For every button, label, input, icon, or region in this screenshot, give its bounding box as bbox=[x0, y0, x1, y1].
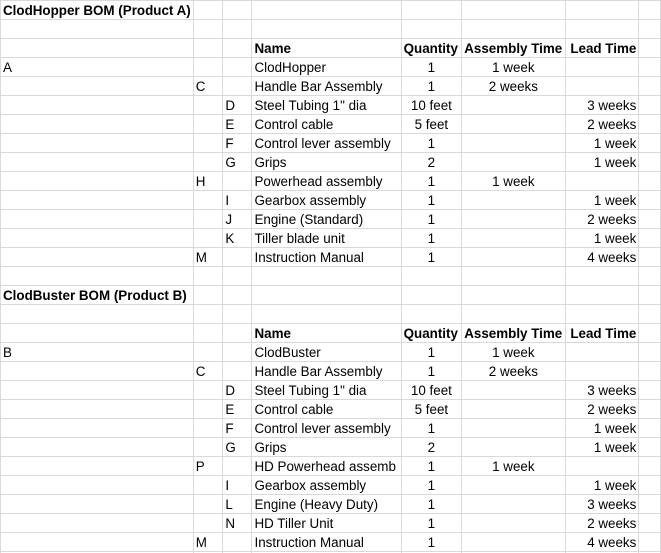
level1-code[interactable] bbox=[1, 77, 194, 96]
level1-code[interactable] bbox=[1, 153, 194, 172]
bom-row bbox=[1, 419, 661, 438]
item-quantity[interactable]: 1 bbox=[401, 172, 462, 191]
empty-cell[interactable] bbox=[252, 286, 401, 305]
empty-cell[interactable] bbox=[462, 20, 565, 39]
empty-cell[interactable] bbox=[639, 533, 661, 552]
bom-header-row bbox=[1, 39, 661, 58]
bom-row bbox=[1, 457, 661, 476]
bom-row bbox=[1, 514, 661, 533]
item-quantity[interactable]: 1 bbox=[401, 58, 462, 77]
header-lead-time[interactable]: Lead Time bbox=[565, 39, 639, 58]
level1-code[interactable] bbox=[1, 362, 194, 381]
level1-code[interactable] bbox=[1, 457, 194, 476]
bom-row bbox=[1, 134, 661, 153]
level3-code[interactable]: E bbox=[223, 115, 252, 134]
item-assembly-time[interactable] bbox=[462, 210, 565, 229]
empty-row bbox=[1, 305, 661, 324]
item-name[interactable]: Gearbox assembly bbox=[252, 476, 401, 495]
item-lead-time[interactable]: 1 week bbox=[565, 476, 639, 495]
level1-code[interactable] bbox=[1, 115, 194, 134]
empty-cell[interactable] bbox=[639, 115, 661, 134]
item-name[interactable]: Grips bbox=[252, 153, 401, 172]
item-lead-time[interactable]: 1 week bbox=[565, 229, 639, 248]
empty-cell[interactable] bbox=[639, 77, 661, 96]
header-name[interactable]: Name bbox=[252, 324, 401, 343]
empty-cell[interactable] bbox=[639, 324, 661, 343]
level3-code[interactable] bbox=[223, 343, 252, 362]
empty-cell[interactable] bbox=[223, 20, 252, 39]
item-quantity[interactable]: 1 bbox=[401, 419, 462, 438]
bom-title[interactable]: ClodHopper BOM (Product A) bbox=[1, 1, 194, 20]
item-assembly-time[interactable]: 2 weeks bbox=[462, 362, 565, 381]
level3-code[interactable]: L bbox=[223, 495, 252, 514]
empty-row bbox=[1, 267, 661, 286]
item-name[interactable]: Control cable bbox=[252, 400, 401, 419]
item-quantity[interactable]: 1 bbox=[401, 248, 462, 267]
level1-code[interactable] bbox=[1, 495, 194, 514]
item-quantity[interactable]: 1 bbox=[401, 514, 462, 533]
level1-code[interactable] bbox=[1, 134, 194, 153]
level2-code[interactable]: C bbox=[193, 77, 223, 96]
bom-row bbox=[1, 400, 661, 419]
bom-row bbox=[1, 58, 661, 77]
item-quantity[interactable]: 1 bbox=[401, 229, 462, 248]
empty-cell[interactable] bbox=[639, 400, 661, 419]
item-assembly-time[interactable] bbox=[462, 533, 565, 552]
empty-cell[interactable] bbox=[639, 1, 661, 20]
bom-row bbox=[1, 438, 661, 457]
empty-cell[interactable] bbox=[639, 419, 661, 438]
empty-cell[interactable] bbox=[223, 267, 252, 286]
item-quantity[interactable]: 1 bbox=[401, 343, 462, 362]
level1-code[interactable] bbox=[1, 248, 194, 267]
level2-code[interactable] bbox=[193, 419, 223, 438]
item-name[interactable]: Powerhead assembly bbox=[252, 172, 401, 191]
empty-cell[interactable] bbox=[639, 229, 661, 248]
item-lead-time[interactable]: 1 week bbox=[565, 419, 639, 438]
empty-cell[interactable] bbox=[639, 96, 661, 115]
level1-code[interactable] bbox=[1, 419, 194, 438]
item-assembly-time[interactable] bbox=[462, 381, 565, 400]
item-assembly-time[interactable] bbox=[462, 438, 565, 457]
item-assembly-time[interactable]: 1 week bbox=[462, 343, 565, 362]
item-quantity[interactable]: 1 bbox=[401, 134, 462, 153]
item-name[interactable]: ClodHopper bbox=[252, 58, 401, 77]
empty-cell[interactable] bbox=[565, 286, 639, 305]
level2-code[interactable] bbox=[193, 134, 223, 153]
item-lead-time[interactable] bbox=[565, 77, 639, 96]
level3-code[interactable]: N bbox=[223, 514, 252, 533]
header-name[interactable]: Name bbox=[252, 39, 401, 58]
item-lead-time[interactable]: 3 weeks bbox=[565, 381, 639, 400]
level3-code[interactable] bbox=[223, 362, 252, 381]
level1-code[interactable] bbox=[1, 438, 194, 457]
empty-cell[interactable] bbox=[401, 286, 462, 305]
item-quantity[interactable]: 1 bbox=[401, 495, 462, 514]
level2-code[interactable] bbox=[193, 229, 223, 248]
level2-code[interactable] bbox=[193, 343, 223, 362]
empty-cell[interactable] bbox=[639, 343, 661, 362]
level3-code[interactable]: D bbox=[223, 96, 252, 115]
item-lead-time[interactable] bbox=[565, 362, 639, 381]
header-lead-time[interactable]: Lead Time bbox=[565, 324, 639, 343]
level2-code[interactable] bbox=[193, 210, 223, 229]
item-quantity[interactable]: 2 bbox=[401, 153, 462, 172]
empty-cell[interactable] bbox=[462, 286, 565, 305]
item-lead-time[interactable] bbox=[565, 58, 639, 77]
empty-cell[interactable] bbox=[1, 39, 194, 58]
empty-cell[interactable] bbox=[639, 362, 661, 381]
item-name[interactable]: Control cable bbox=[252, 115, 401, 134]
empty-cell[interactable] bbox=[639, 20, 661, 39]
item-assembly-time[interactable] bbox=[462, 96, 565, 115]
empty-cell[interactable] bbox=[639, 210, 661, 229]
item-quantity[interactable]: 1 bbox=[401, 533, 462, 552]
empty-cell[interactable] bbox=[193, 1, 223, 20]
item-quantity[interactable]: 5 feet bbox=[401, 115, 462, 134]
level1-code[interactable] bbox=[1, 381, 194, 400]
item-name[interactable]: Control lever assembly bbox=[252, 419, 401, 438]
level3-code[interactable]: F bbox=[223, 419, 252, 438]
empty-cell[interactable] bbox=[223, 305, 252, 324]
empty-cell[interactable] bbox=[565, 267, 639, 286]
level2-code[interactable]: M bbox=[193, 248, 223, 267]
level1-code[interactable] bbox=[1, 400, 194, 419]
empty-cell[interactable] bbox=[565, 20, 639, 39]
empty-row bbox=[1, 20, 661, 39]
level3-code[interactable]: G bbox=[223, 438, 252, 457]
item-lead-time[interactable]: 1 week bbox=[565, 153, 639, 172]
empty-cell[interactable] bbox=[639, 286, 661, 305]
item-name[interactable]: ClodBuster bbox=[252, 343, 401, 362]
empty-cell[interactable] bbox=[462, 1, 565, 20]
bom-row bbox=[1, 343, 661, 362]
item-name[interactable]: Handle Bar Assembly bbox=[252, 362, 401, 381]
level1-code[interactable] bbox=[1, 172, 194, 191]
empty-cell[interactable] bbox=[639, 267, 661, 286]
item-lead-time[interactable] bbox=[565, 457, 639, 476]
empty-cell[interactable] bbox=[639, 153, 661, 172]
empty-cell[interactable] bbox=[252, 267, 401, 286]
level2-code[interactable]: M bbox=[193, 533, 223, 552]
level2-code[interactable] bbox=[193, 495, 223, 514]
item-assembly-time[interactable] bbox=[462, 419, 565, 438]
item-assembly-time[interactable]: 2 weeks bbox=[462, 77, 565, 96]
bom-row bbox=[1, 115, 661, 134]
item-lead-time[interactable]: 1 week bbox=[565, 438, 639, 457]
empty-cell[interactable] bbox=[639, 248, 661, 267]
level1-code[interactable] bbox=[1, 191, 194, 210]
level2-code[interactable]: H bbox=[193, 172, 223, 191]
empty-cell[interactable] bbox=[1, 305, 194, 324]
empty-cell[interactable] bbox=[565, 305, 639, 324]
item-lead-time[interactable] bbox=[565, 172, 639, 191]
empty-cell[interactable] bbox=[193, 305, 223, 324]
item-lead-time[interactable]: 2 weeks bbox=[565, 115, 639, 134]
item-assembly-time[interactable] bbox=[462, 134, 565, 153]
bom-title-row bbox=[1, 1, 661, 20]
item-assembly-time[interactable] bbox=[462, 514, 565, 533]
level1-code[interactable] bbox=[1, 476, 194, 495]
item-lead-time[interactable]: 3 weeks bbox=[565, 96, 639, 115]
empty-cell[interactable] bbox=[252, 305, 401, 324]
empty-cell[interactable] bbox=[639, 381, 661, 400]
level2-code[interactable] bbox=[193, 96, 223, 115]
item-name[interactable]: Instruction Manual bbox=[252, 533, 401, 552]
empty-cell[interactable] bbox=[1, 324, 194, 343]
item-lead-time[interactable]: 2 weeks bbox=[565, 210, 639, 229]
item-assembly-time[interactable]: 1 week bbox=[462, 172, 565, 191]
item-name[interactable]: Tiller blade unit bbox=[252, 229, 401, 248]
bom-row bbox=[1, 381, 661, 400]
item-name[interactable]: Handle Bar Assembly bbox=[252, 77, 401, 96]
empty-cell[interactable] bbox=[639, 305, 661, 324]
level2-code[interactable] bbox=[193, 153, 223, 172]
item-name[interactable]: Instruction Manual bbox=[252, 248, 401, 267]
empty-cell[interactable] bbox=[462, 267, 565, 286]
empty-cell[interactable] bbox=[639, 457, 661, 476]
empty-cell[interactable] bbox=[639, 58, 661, 77]
level2-code[interactable]: P bbox=[193, 457, 223, 476]
empty-cell[interactable] bbox=[639, 134, 661, 153]
bom-row bbox=[1, 248, 661, 267]
empty-cell[interactable] bbox=[639, 495, 661, 514]
bom-title[interactable]: ClodBuster BOM (Product B) bbox=[1, 286, 194, 305]
item-lead-time[interactable]: 4 weeks bbox=[565, 248, 639, 267]
item-assembly-time[interactable] bbox=[462, 115, 565, 134]
item-quantity[interactable]: 1 bbox=[401, 77, 462, 96]
item-assembly-time[interactable] bbox=[462, 248, 565, 267]
item-quantity[interactable]: 1 bbox=[401, 457, 462, 476]
level1-code[interactable] bbox=[1, 514, 194, 533]
header-quantity[interactable]: Quantity bbox=[401, 39, 462, 58]
empty-cell[interactable] bbox=[639, 191, 661, 210]
bom-row bbox=[1, 533, 661, 552]
item-lead-time[interactable] bbox=[565, 343, 639, 362]
item-quantity[interactable]: 1 bbox=[401, 476, 462, 495]
empty-cell[interactable] bbox=[639, 514, 661, 533]
empty-cell[interactable] bbox=[401, 305, 462, 324]
bom-row bbox=[1, 495, 661, 514]
header-assembly-time[interactable]: Assembly Time bbox=[462, 324, 565, 343]
level3-code[interactable]: G bbox=[223, 153, 252, 172]
empty-cell[interactable] bbox=[252, 20, 401, 39]
item-quantity[interactable]: 1 bbox=[401, 362, 462, 381]
bom-row bbox=[1, 229, 661, 248]
level3-code[interactable] bbox=[223, 457, 252, 476]
level2-code[interactable] bbox=[193, 191, 223, 210]
level1-code[interactable]: A bbox=[1, 58, 194, 77]
empty-cell[interactable] bbox=[193, 39, 223, 58]
header-quantity[interactable]: Quantity bbox=[401, 324, 462, 343]
item-lead-time[interactable]: 3 weeks bbox=[565, 495, 639, 514]
item-name[interactable]: Steel Tubing 1" dia bbox=[252, 96, 401, 115]
item-quantity[interactable]: 10 feet bbox=[401, 381, 462, 400]
level1-code[interactable] bbox=[1, 210, 194, 229]
item-lead-time[interactable]: 2 weeks bbox=[565, 400, 639, 419]
empty-cell[interactable] bbox=[223, 1, 252, 20]
empty-cell[interactable] bbox=[193, 20, 223, 39]
item-assembly-time[interactable] bbox=[462, 476, 565, 495]
empty-cell[interactable] bbox=[462, 305, 565, 324]
level3-code[interactable] bbox=[223, 248, 252, 267]
level2-code[interactable] bbox=[193, 476, 223, 495]
empty-cell[interactable] bbox=[252, 1, 401, 20]
item-assembly-time[interactable] bbox=[462, 229, 565, 248]
level3-code[interactable]: F bbox=[223, 134, 252, 153]
level3-code[interactable]: D bbox=[223, 381, 252, 400]
level3-code[interactable] bbox=[223, 77, 252, 96]
item-quantity[interactable]: 1 bbox=[401, 191, 462, 210]
empty-cell[interactable] bbox=[193, 324, 223, 343]
item-name[interactable]: HD Powerhead assemb bbox=[252, 457, 401, 476]
item-quantity[interactable]: 1 bbox=[401, 210, 462, 229]
level2-code[interactable] bbox=[193, 514, 223, 533]
empty-cell[interactable] bbox=[565, 1, 639, 20]
bom-header-row bbox=[1, 324, 661, 343]
empty-cell[interactable] bbox=[223, 286, 252, 305]
item-name[interactable]: Grips bbox=[252, 438, 401, 457]
item-assembly-time[interactable] bbox=[462, 495, 565, 514]
level1-code[interactable] bbox=[1, 229, 194, 248]
level2-code[interactable] bbox=[193, 400, 223, 419]
level2-code[interactable] bbox=[193, 115, 223, 134]
item-quantity[interactable]: 5 feet bbox=[401, 400, 462, 419]
level1-code[interactable] bbox=[1, 96, 194, 115]
level2-code[interactable] bbox=[193, 381, 223, 400]
bom-row bbox=[1, 172, 661, 191]
empty-cell[interactable] bbox=[639, 172, 661, 191]
bom-row bbox=[1, 476, 661, 495]
bom-row bbox=[1, 96, 661, 115]
level3-code[interactable]: E bbox=[223, 400, 252, 419]
bom-row bbox=[1, 191, 661, 210]
item-assembly-time[interactable]: 1 week bbox=[462, 58, 565, 77]
level3-code[interactable] bbox=[223, 172, 252, 191]
item-assembly-time[interactable] bbox=[462, 400, 565, 419]
header-assembly-time[interactable]: Assembly Time bbox=[462, 39, 565, 58]
level3-code[interactable]: I bbox=[223, 191, 252, 210]
empty-cell[interactable] bbox=[223, 324, 252, 343]
empty-cell[interactable] bbox=[193, 267, 223, 286]
item-quantity[interactable]: 10 feet bbox=[401, 96, 462, 115]
empty-cell[interactable] bbox=[401, 267, 462, 286]
empty-cell[interactable] bbox=[193, 286, 223, 305]
item-assembly-time[interactable] bbox=[462, 153, 565, 172]
item-assembly-time[interactable]: 1 week bbox=[462, 457, 565, 476]
item-lead-time[interactable]: 1 week bbox=[565, 191, 639, 210]
bom-row bbox=[1, 210, 661, 229]
item-assembly-time[interactable] bbox=[462, 191, 565, 210]
item-quantity[interactable]: 2 bbox=[401, 438, 462, 457]
empty-cell[interactable] bbox=[1, 20, 194, 39]
empty-cell[interactable] bbox=[401, 1, 462, 20]
empty-cell[interactable] bbox=[223, 39, 252, 58]
level2-code[interactable]: C bbox=[193, 362, 223, 381]
level2-code[interactable] bbox=[193, 58, 223, 77]
level1-code[interactable]: B bbox=[1, 343, 194, 362]
item-lead-time[interactable]: 4 weeks bbox=[565, 533, 639, 552]
item-name[interactable]: Engine (Standard) bbox=[252, 210, 401, 229]
item-name[interactable]: Gearbox assembly bbox=[252, 191, 401, 210]
level3-code[interactable] bbox=[223, 58, 252, 77]
bom-row bbox=[1, 362, 661, 381]
empty-cell[interactable] bbox=[1, 267, 194, 286]
bom-row bbox=[1, 77, 661, 96]
item-lead-time[interactable]: 1 week bbox=[565, 134, 639, 153]
item-name[interactable]: HD Tiller Unit bbox=[252, 514, 401, 533]
item-name[interactable]: Control lever assembly bbox=[252, 134, 401, 153]
level3-code[interactable]: I bbox=[223, 476, 252, 495]
level3-code[interactable] bbox=[223, 533, 252, 552]
item-lead-time[interactable]: 2 weeks bbox=[565, 514, 639, 533]
empty-cell[interactable] bbox=[401, 20, 462, 39]
empty-cell[interactable] bbox=[639, 438, 661, 457]
bom-title-row bbox=[1, 286, 661, 305]
item-name[interactable]: Steel Tubing 1" dia bbox=[252, 381, 401, 400]
level3-code[interactable]: K bbox=[223, 229, 252, 248]
empty-cell[interactable] bbox=[639, 476, 661, 495]
level3-code[interactable]: J bbox=[223, 210, 252, 229]
empty-cell[interactable] bbox=[639, 39, 661, 58]
bom-row bbox=[1, 153, 661, 172]
level2-code[interactable] bbox=[193, 438, 223, 457]
level1-code[interactable] bbox=[1, 533, 194, 552]
item-name[interactable]: Engine (Heavy Duty) bbox=[252, 495, 401, 514]
